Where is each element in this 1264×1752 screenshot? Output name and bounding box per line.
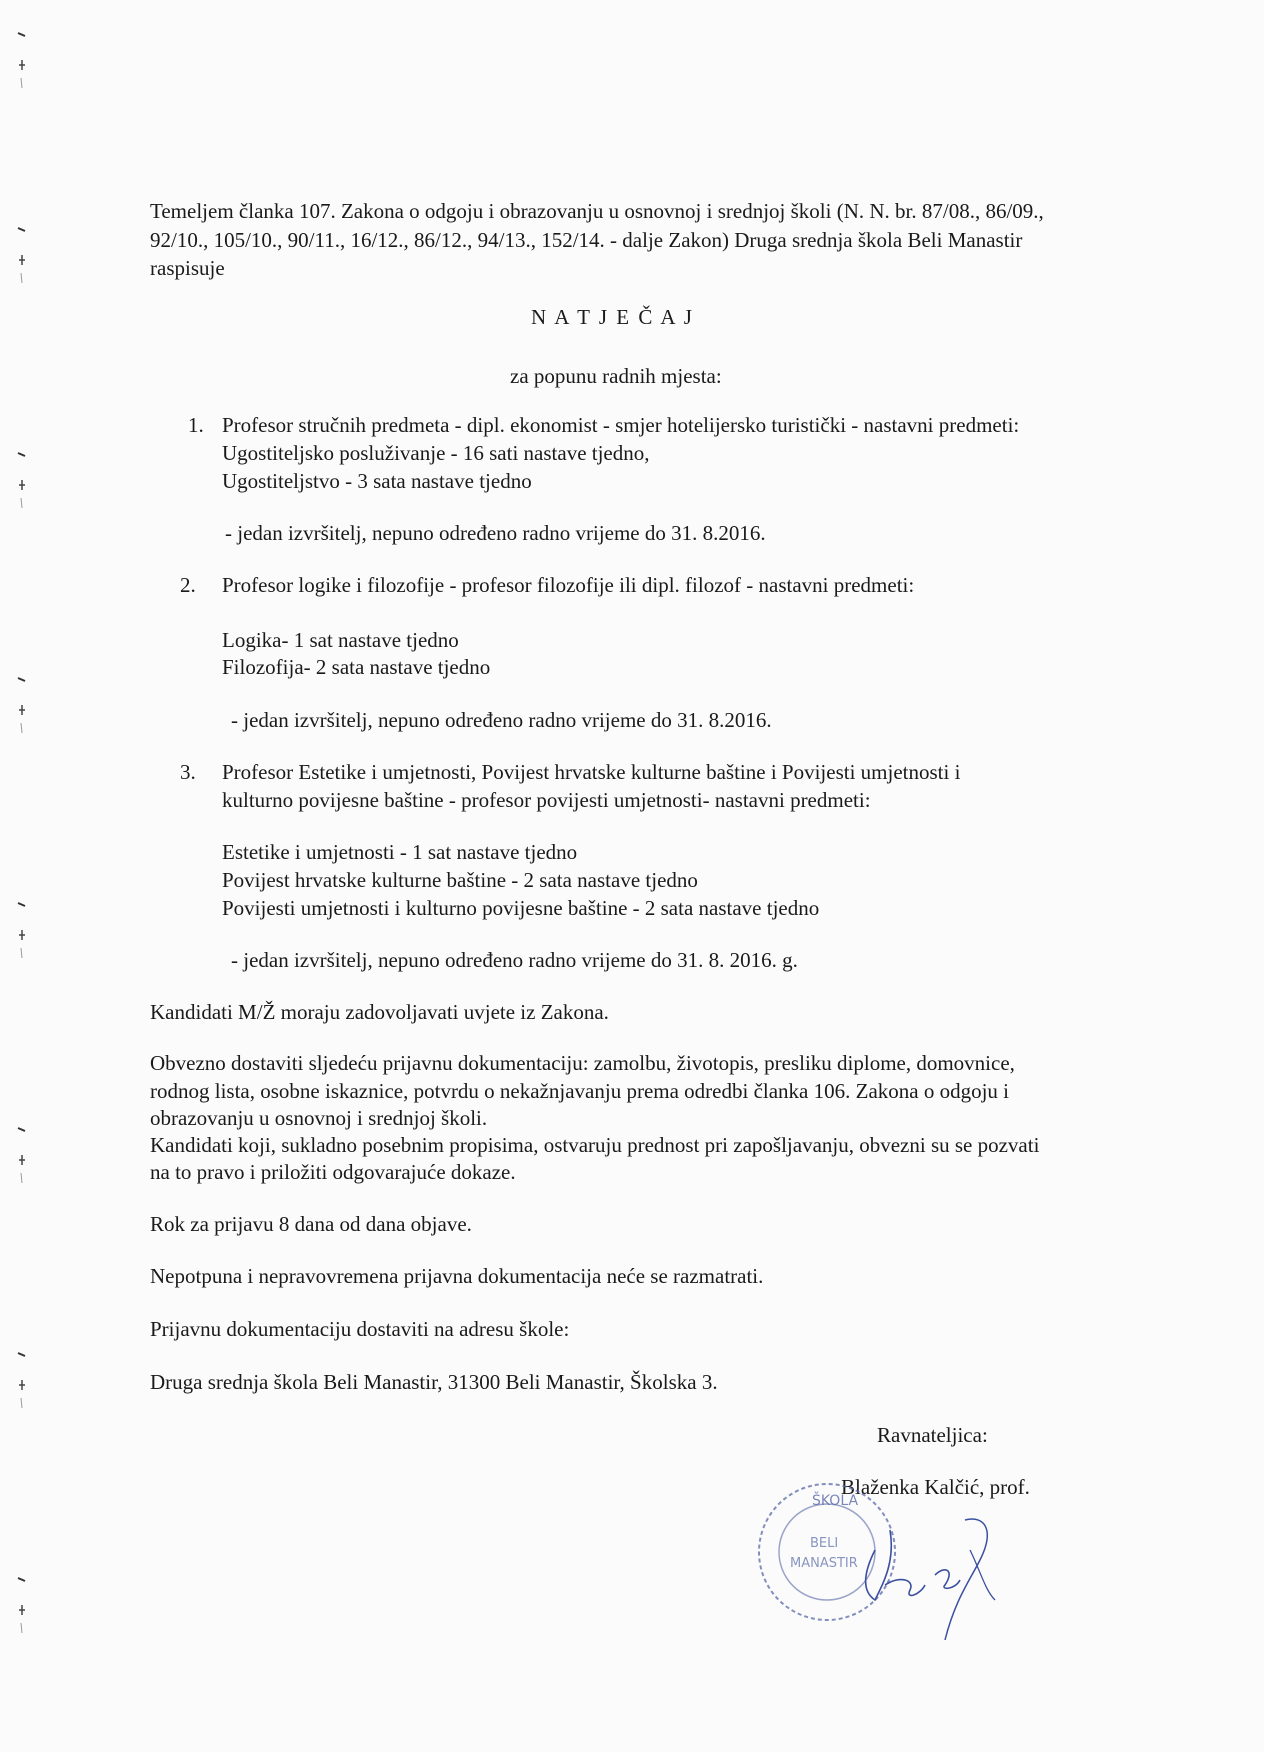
position-number: 2. xyxy=(180,573,196,597)
svg-text:MANASTIR: MANASTIR xyxy=(790,1556,858,1571)
margin-mark xyxy=(14,450,28,510)
position-line: Povijest hrvatske kulturne baštine - 2 sata nastave tjedno xyxy=(222,868,698,892)
incomplete-notice: Nepotpuna i nepravovremena prijavna dokumentacija neće se razmatrati. xyxy=(150,1264,764,1288)
intro-line: Temeljem članka 107. Zakona o odgoju i obrazovanju u osnovnoj i srednjoj školi (N. N. br. 87/08., 86/09., xyxy=(150,199,1044,223)
position-line: Ugostiteljstvo - 3 sata nastave tjedno xyxy=(222,469,532,493)
document-subtitle: za popunu radnih mjesta: xyxy=(510,364,722,388)
position-term: - jedan izvršitelj, nepuno određeno radno vrijeme do 31. 8.2016. xyxy=(231,708,772,732)
position-term: - jedan izvršitelj, nepuno određeno radno vrijeme do 31. 8. 2016. g. xyxy=(231,948,798,972)
margin-mark xyxy=(14,675,28,735)
signatory-role: Ravnateljica: xyxy=(877,1423,988,1447)
intro-line: 92/10., 105/10., 90/11., 16/12., 86/12., 94/13., 152/14. - dalje Zakon) Druga srednja škola Beli Manastir xyxy=(150,228,1023,252)
signatory-name: Blaženka Kalčić, prof. xyxy=(841,1475,1030,1499)
svg-text:BELI: BELI xyxy=(810,1536,839,1551)
position-line: Profesor logike i filozofije - profesor filozofije ili dipl. filozof - nastavni predmeti: xyxy=(222,573,915,597)
position-number: 3. xyxy=(180,760,196,784)
margin-mark xyxy=(14,225,28,285)
margin-mark xyxy=(14,30,28,90)
position-line: Povijesti umjetnosti i kulturno povijesne baštine - 2 sata nastave tjedno xyxy=(222,896,820,920)
margin-mark xyxy=(14,1575,28,1635)
documentation-line: na to pravo i priložiti odgovarajuće dokaze. xyxy=(150,1160,516,1184)
position-line: Profesor stručnih predmeta - dipl. ekonomist - smjer hotelijersko turistički - nastavni predmeti: xyxy=(222,413,1020,437)
position-line: Ugostiteljsko posluživanje - 16 sati nastave tjedno, xyxy=(222,441,650,465)
position-number: 1. xyxy=(188,413,204,437)
position-line: Profesor Estetike i umjetnosti, Povijest hrvatske kulturne baštine i Povijesti umjetnosti i xyxy=(222,760,961,784)
position-line: Estetike i umjetnosti - 1 sat nastave tjedno xyxy=(222,840,578,864)
school-address: Druga srednja škola Beli Manastir, 31300 Beli Manastir, Školska 3. xyxy=(150,1370,718,1394)
deadline-text: Rok za prijavu 8 dana od dana objave. xyxy=(150,1212,472,1236)
documentation-line: Kandidati koji, sukladno posebnim propisima, ostvaruju prednost pri zapošljavanju, obvezni su se pozvati xyxy=(150,1133,1040,1157)
documentation-line: rodnog lista, osobne iskaznice, potvrdu o nekažnjavanju prema odredbi članka 106. Zakona o odgoju i xyxy=(150,1079,1010,1103)
margin-mark xyxy=(14,900,28,960)
documentation-line: Obvezno dostaviti sljedeću prijavnu dokumentaciju: zamolbu, životopis, presliku diplome, domovnice, xyxy=(150,1051,1015,1075)
conditions-text: Kandidati M/Ž moraju zadovoljavati uvjete iz Zakona. xyxy=(150,1000,609,1024)
position-line: kulturno povijesne baštine - profesor povijesti umjetnosti- nastavni predmeti: xyxy=(222,788,871,812)
position-line: Filozofija- 2 sata nastave tjedno xyxy=(222,655,491,679)
margin-mark xyxy=(14,1125,28,1185)
document-title: N A T J E Č A J xyxy=(531,305,694,329)
intro-line: raspisuje xyxy=(150,256,225,280)
margin-mark xyxy=(14,1350,28,1410)
position-line: Logika- 1 sat nastave tjedno xyxy=(222,628,459,652)
address-intro: Prijavnu dokumentaciju dostaviti na adresu škole: xyxy=(150,1317,570,1341)
svg-text:ŠKOLA: ŠKOLA xyxy=(812,1493,859,1509)
documentation-line: obrazovanju u osnovnoj i srednjoj školi. xyxy=(150,1106,488,1130)
position-term: - jedan izvršitelj, nepuno određeno radno vrijeme do 31. 8.2016. xyxy=(225,521,766,545)
handwritten-signature xyxy=(845,1490,1015,1660)
